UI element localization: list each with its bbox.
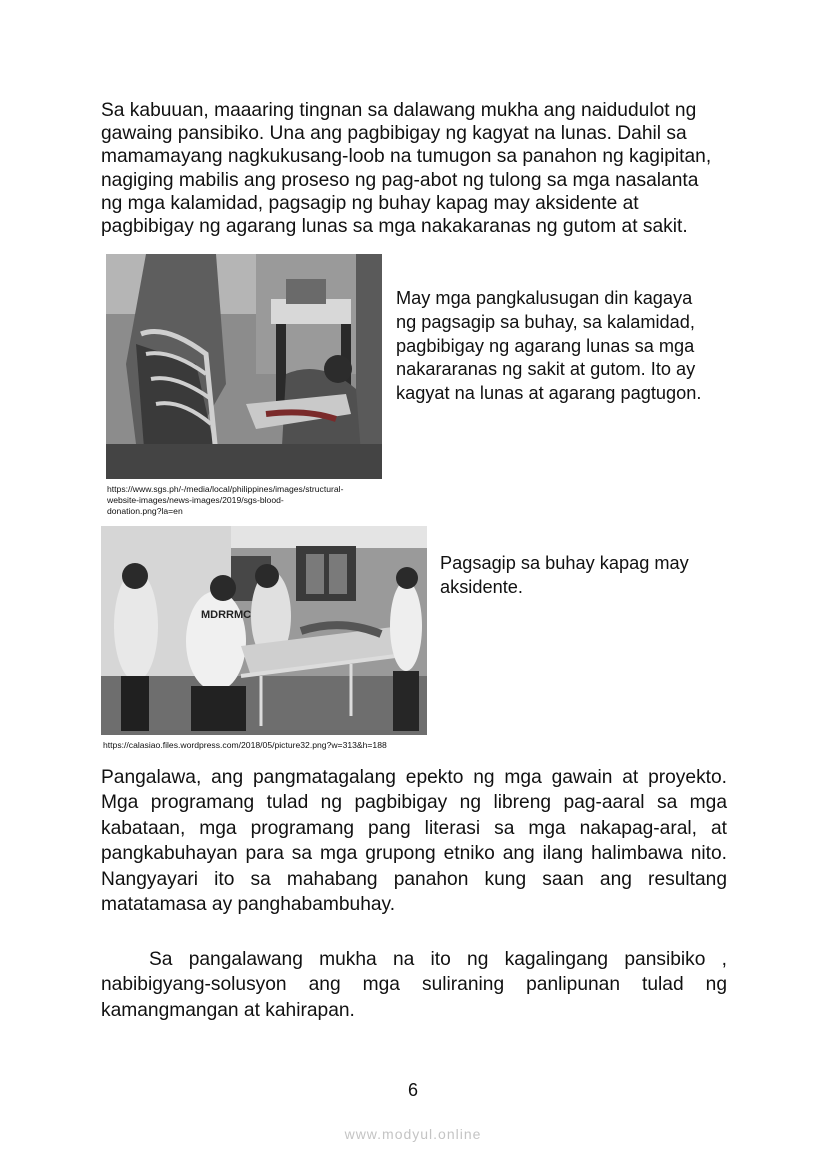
text-line: Pagsagip sa buhay kapag may bbox=[440, 553, 689, 573]
text-line: kamangmangan at kahirapan. bbox=[101, 999, 355, 1021]
text-line: gawaing pansibiko. Una ang pagbibigay ng kagyat na lunas. Dahil sa bbox=[101, 123, 687, 145]
page-number: 6 bbox=[407, 1080, 418, 1100]
text-line: Sa kabuuan, maaaring tingnan sa dalawang mukha ang naidudulot ng bbox=[101, 100, 697, 121]
text-line: Mga programang tulad ng pagbibigay ng libreng pag-aaral sa mga bbox=[101, 792, 727, 814]
text-line: Sa pangalawang mukha na ito ng kagalingang pansibiko , bbox=[149, 949, 727, 970]
caption-line: website-images/news-images/2019/sgs-blood- bbox=[107, 495, 284, 505]
mdrrmc-shirt-text: MDRRMC bbox=[201, 609, 252, 621]
text-line: matatamasa ay panghabambuhay. bbox=[101, 894, 396, 916]
text-line: Nangyayari ito sa mahabang panahon kung saan ang resultang bbox=[101, 868, 727, 890]
photo1-description bbox=[396, 287, 736, 406]
text-line: nabibigyang-solusyon ang mga suliraning panlipunan tulad ng bbox=[101, 974, 727, 996]
photo2-caption: https://calasiao.files.wordpress.com/2018/05/picture32.png?w=313&h=188 bbox=[103, 740, 387, 750]
photo2-description bbox=[440, 552, 740, 600]
text-line: mamamayang nagkukusang-loob na tumugon sa panahon ng kagipitan, bbox=[101, 146, 712, 168]
third-paragraph bbox=[101, 947, 727, 1023]
text-line: pangkabuhayan para sa mga grupong etniko ang ilang halimbawa nito. bbox=[101, 843, 727, 865]
second-paragraph bbox=[101, 765, 727, 917]
photo1-caption bbox=[107, 484, 397, 517]
rescue-stretcher-photo bbox=[101, 526, 427, 735]
text-line: ng pagsagip sa buhay, sa kalamidad, bbox=[396, 311, 695, 332]
text-line: nagiging mabilis ang proseso ng pag-abot ng tulong sa mga nasalanta bbox=[101, 169, 699, 191]
text-line: May mga pangkalusugan din kagaya bbox=[396, 288, 693, 308]
footer-watermark: www.modyul.online bbox=[344, 1126, 482, 1142]
caption-line: donation.png?la=en bbox=[107, 506, 183, 516]
text-line: ng mga kalamidad, pagsagip ng buhay kapag may aksidente at bbox=[101, 192, 639, 214]
text-line: kabataan, mga programang pang literasi sa mga nakapag-aral, at bbox=[101, 817, 727, 839]
text-line: kagyat na lunas at agarang pagtugon. bbox=[396, 383, 702, 404]
text-line: pagbibigay ng agarang lunas sa mga nakakaranas ng gutom at sakit. bbox=[101, 216, 688, 238]
text-line: nakararanas ng sakit at gutom. Ito ay bbox=[396, 359, 696, 380]
intro-paragraph bbox=[101, 99, 741, 238]
text-line: aksidente. bbox=[440, 576, 523, 597]
blood-donation-photo bbox=[106, 254, 382, 479]
caption-line: https://www.sgs.ph/-/media/local/philippines/images/structural- bbox=[107, 484, 344, 494]
text-line: Pangalawa, ang pangmatagalang epekto ng mga gawain at proyekto. bbox=[101, 767, 727, 788]
text-line: pagbibigay ng agarang lunas sa mga bbox=[396, 335, 695, 356]
